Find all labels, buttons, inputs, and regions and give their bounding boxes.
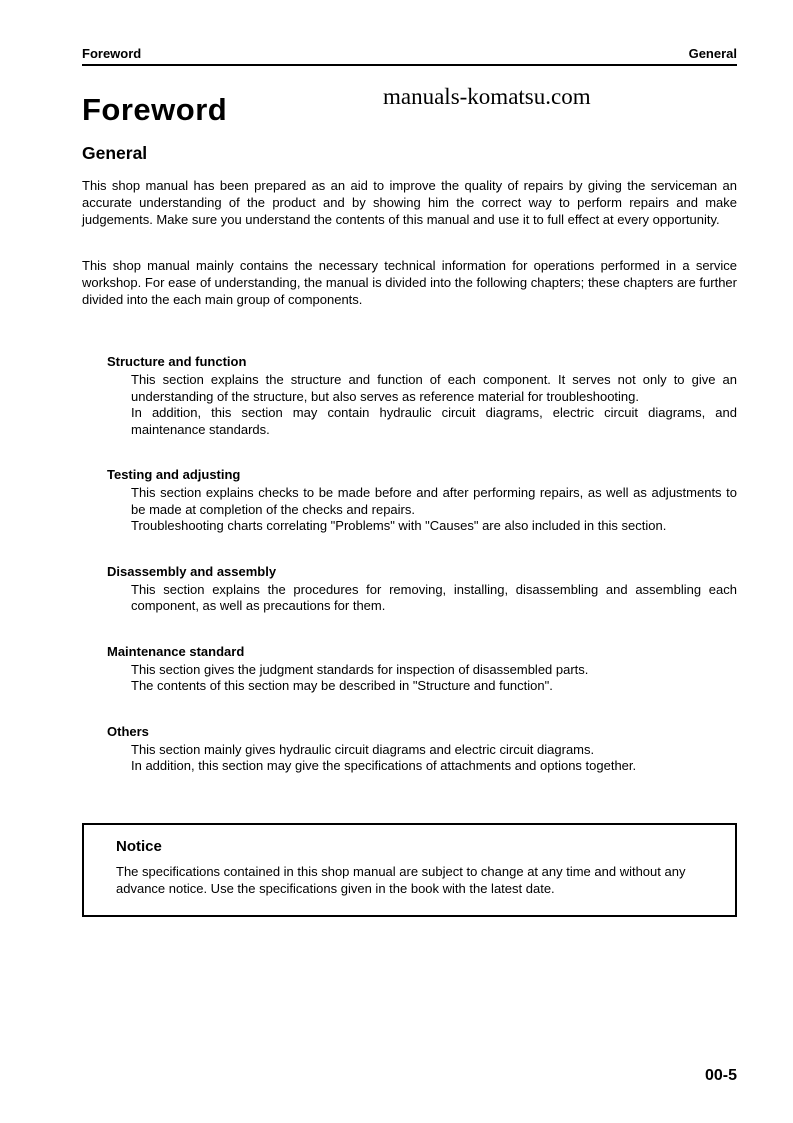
section-paragraph: The contents of this section may be described in "Structure and function". bbox=[131, 678, 553, 693]
section-paragraph: This section explains the procedures for removing, installing, disassembling and assembling each component, as well as precautions for them. bbox=[131, 581, 737, 613]
intro-paragraph: This shop manual has been prepared as an aid to improve the quality of repairs by giving the serviceman an accurate understanding of the product and by showing him the correct way to perform repairs and make judgements. Make sure you understand the contents of this manual and use it to full effect at every opportunity. bbox=[82, 178, 737, 227]
notice-box bbox=[82, 823, 737, 917]
page-title: Foreword bbox=[82, 92, 228, 127]
notice-title: Notice bbox=[116, 837, 162, 855]
section-title: Testing and adjusting bbox=[107, 467, 241, 482]
section-title: Disassembly and assembly bbox=[107, 563, 277, 579]
running-header bbox=[82, 46, 737, 66]
section-paragraph: In addition, this section may contain hydraulic circuit diagrams, electric circuit diagrams, and maintenance standards. bbox=[131, 405, 737, 437]
chapter-section bbox=[107, 354, 737, 438]
section-paragraph: This section gives the judgment standards for inspection of disassembled parts. bbox=[131, 661, 589, 677]
section-paragraph: This section explains checks to be made before and after performing repairs, as well as adjustments to be made at completion of the checks and repairs. bbox=[131, 485, 737, 517]
chapter-section bbox=[107, 564, 737, 615]
section-paragraph: This section mainly gives hydraulic circuit diagrams and electric circuit diagrams. bbox=[131, 741, 595, 757]
section-title: Others bbox=[107, 723, 149, 739]
running-header-left: Foreword bbox=[82, 46, 142, 61]
section-body bbox=[131, 742, 737, 775]
page-content bbox=[82, 46, 737, 917]
section-title: Structure and function bbox=[107, 354, 247, 369]
section-title: Maintenance standard bbox=[107, 643, 245, 659]
running-header-right: General bbox=[688, 46, 737, 61]
section-paragraph: This section explains the structure and function of each component. It serves not only to give an understanding of the structure, but also serves as reference material for troubleshooting. bbox=[131, 372, 737, 404]
section-body bbox=[131, 372, 737, 438]
section-body bbox=[131, 582, 737, 615]
sections bbox=[107, 354, 737, 775]
intro-paragraphs bbox=[82, 177, 737, 308]
section-body bbox=[131, 485, 737, 535]
page-number: 00-5 bbox=[704, 1067, 737, 1084]
chapter-section bbox=[107, 644, 737, 695]
section-heading-general: General bbox=[82, 143, 148, 163]
intro-paragraph: This shop manual mainly contains the necessary technical information for operations performed in a service workshop. For ease of understanding, the manual is divided into the following chapters; these chapters are further divided into the each main group of components. bbox=[82, 258, 737, 307]
chapter-section bbox=[107, 467, 737, 535]
section-paragraph: In addition, this section may give the specifications of attachments and options together. bbox=[131, 758, 637, 773]
section-body bbox=[131, 662, 737, 695]
chapter-section bbox=[107, 724, 737, 775]
notice-body: The specifications contained in this shop manual are subject to change at any time and without any advance notice. Use the specifications given in the book with the latest date. bbox=[116, 863, 686, 896]
section-paragraph: Troubleshooting charts correlating "Problems" with "Causes" are also included in this section. bbox=[131, 518, 667, 533]
watermark-text: manuals-komatsu.com bbox=[383, 84, 591, 109]
